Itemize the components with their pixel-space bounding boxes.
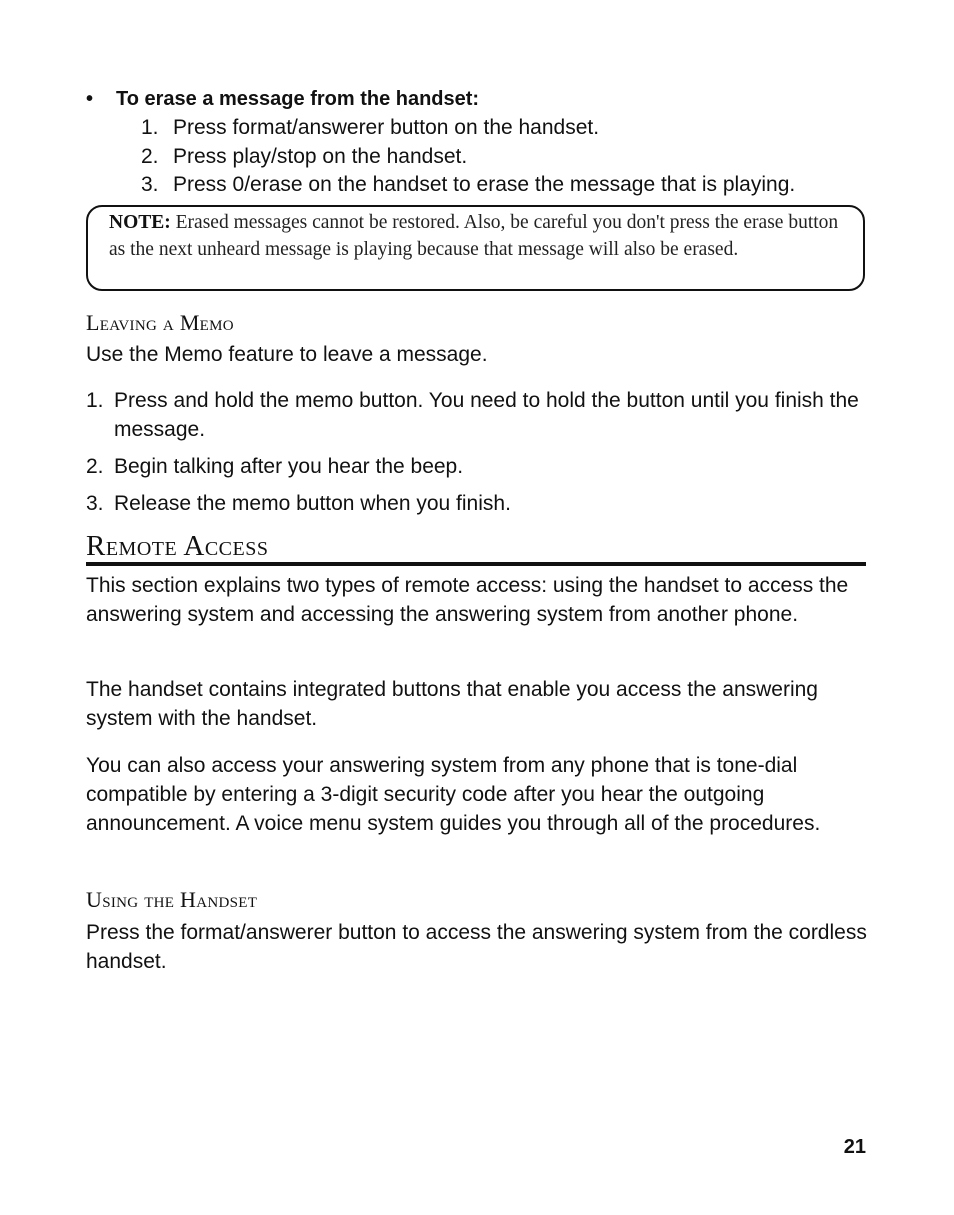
bullet-point: • xyxy=(86,88,94,110)
handset-heading: Using the Handset xyxy=(86,887,258,912)
memo-intro: Use the Memo feature to leave a message. xyxy=(86,343,488,366)
erase-heading-text: To erase a message from the handset: xyxy=(116,88,480,110)
list-item: 2. Press play/stop on the handset. xyxy=(141,144,468,168)
erase-instructions-heading xyxy=(86,86,866,112)
list-item: 2. Begin talking after you hear the beep. xyxy=(86,455,464,478)
erase-steps-list xyxy=(141,114,881,200)
remote-access-heading: Remote Access xyxy=(86,530,269,562)
section-divider xyxy=(86,562,866,566)
list-item: 1. Press format/answerer button on the handset. xyxy=(141,116,600,139)
note-text: Erased messages cannot be restored. Also, be careful you don't press the erase button as the next unheard message is playing because that message will also be erased. xyxy=(109,212,839,260)
handset-paragraph: Press the format/answerer button to access the answering system from the cordless handset. xyxy=(86,921,867,973)
remote-paragraph-2: The handset contains integrated buttons that enable you access the answering system with the handset. xyxy=(86,678,818,730)
page-number: 21 xyxy=(843,1136,866,1158)
list-item: 3. Release the memo button when you finish. xyxy=(86,492,511,515)
note-box xyxy=(86,205,865,291)
memo-steps-list xyxy=(86,386,866,526)
list-item: 3. Press 0/erase on the handset to erase the message that is playing. xyxy=(141,173,796,196)
memo-heading: Leaving a Memo xyxy=(86,310,234,335)
list-item: 1. Press and hold the memo button. You need to hold the button until you finish the message. xyxy=(86,389,859,441)
note-label: NOTE: xyxy=(109,212,171,233)
remote-paragraph-3: You can also access your answering system from any phone that is tone-dial compatible by entering a 3-digit security code after you hear the outgoing announcement. A voice menu system guides you through all of the procedures. xyxy=(86,754,821,835)
remote-paragraph-1: This section explains two types of remote access: using the handset to access the answering system and accessing the answering system from another phone. xyxy=(86,574,849,626)
